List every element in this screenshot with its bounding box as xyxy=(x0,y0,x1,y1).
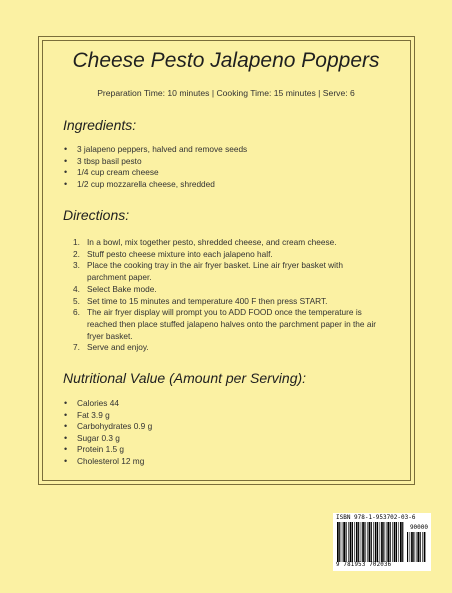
barcode-stripe xyxy=(354,522,355,562)
list-item: • Fat 3.9 g xyxy=(63,410,152,422)
list-item xyxy=(63,284,383,296)
recipe-meta: Preparation Time: 10 minutes | Cooking Time: 15 minutes | Serve: 6 xyxy=(97,88,355,98)
step-number: 1. xyxy=(73,237,80,247)
list-item: • 1/2 cup mozzarella cheese, shredded xyxy=(63,179,247,191)
barcode-stripe xyxy=(375,522,377,562)
ingredients-list xyxy=(63,144,247,190)
barcode-stripe xyxy=(398,522,399,562)
list-item: • 3 tbsp basil pesto xyxy=(63,156,247,168)
list-item xyxy=(63,296,383,308)
price-bars xyxy=(407,532,427,562)
recipe-title: Cheese Pesto Jalapeno Poppers xyxy=(72,49,380,72)
barcode-stripe xyxy=(380,522,381,562)
step-text: Select Bake mode. xyxy=(87,283,157,294)
barcode-number: 9 781953 702036 xyxy=(336,562,392,568)
barcode-stripe xyxy=(392,522,393,562)
list-item: • Carbohydrates 0.9 g xyxy=(63,421,152,433)
barcode xyxy=(333,513,431,571)
barcode-stripe xyxy=(383,522,384,562)
barcode-stripe xyxy=(358,522,359,562)
barcode-bars xyxy=(337,522,405,562)
step-number: 7. xyxy=(73,342,80,353)
step-text: Place the cooking tray in the air fryer basket. Line air fryer basket with parchment paper. xyxy=(87,260,343,283)
list-item xyxy=(63,307,383,342)
barcode-stripe xyxy=(420,532,421,562)
list-item: • 1/4 cup cream cheese xyxy=(63,167,247,179)
barcode-stripe xyxy=(373,522,374,562)
barcode-stripe xyxy=(424,532,426,562)
barcode-stripe xyxy=(416,532,417,562)
barcode-stripe xyxy=(377,522,378,562)
barcode-stripe xyxy=(352,522,353,562)
barcode-stripe xyxy=(422,532,423,562)
step-number: 3. xyxy=(73,260,80,271)
barcode-stripe xyxy=(407,532,408,562)
list-item xyxy=(63,342,383,354)
barcode-stripe xyxy=(337,522,339,562)
barcode-stripe xyxy=(371,522,372,562)
list-item xyxy=(63,249,383,261)
step-text: Stuff pesto cheese mixture into each jalapeno half. xyxy=(87,248,273,259)
directions-heading: Directions: xyxy=(63,207,130,223)
barcode-stripe xyxy=(410,532,411,562)
step-text: In a bowl, mix together pesto, shredded cheese, and cream cheese. xyxy=(87,237,337,247)
nutrition-list xyxy=(63,398,152,468)
barcode-stripe xyxy=(417,532,419,562)
list-item: • Sugar 0.3 g xyxy=(63,433,152,445)
barcode-stripe xyxy=(364,522,365,562)
barcode-stripe xyxy=(362,522,364,562)
list-item: • Cholesterol 12 mg xyxy=(63,456,152,468)
barcode-stripe xyxy=(411,532,413,562)
list-item: • Protein 1.5 g xyxy=(63,444,152,456)
nutrition-heading: Nutritional Value (Amount per Serving): xyxy=(63,370,307,386)
list-item xyxy=(63,237,383,249)
directions-list xyxy=(63,237,383,354)
step-number: 4. xyxy=(73,283,80,294)
barcode-stripe xyxy=(400,522,402,562)
barcode-stripe xyxy=(343,522,345,562)
barcode-stripe xyxy=(394,522,396,562)
barcode-stripe xyxy=(361,522,362,562)
barcode-stripe xyxy=(369,522,371,562)
step-text: Serve and enjoy. xyxy=(87,342,149,353)
isbn-text: ISBN 978-1-953702-03-6 xyxy=(336,514,416,521)
step-number: 5. xyxy=(73,295,80,306)
barcode-stripe xyxy=(339,522,340,562)
list-item: • Calories 44 xyxy=(63,398,152,410)
price-code: 90000 xyxy=(409,524,428,531)
barcode-stripe xyxy=(390,522,391,562)
barcode-stripe xyxy=(346,522,347,562)
step-text: Set time to 15 minutes and temperature 400 F then press START. xyxy=(87,295,328,306)
barcode-stripe xyxy=(350,522,352,562)
barcode-stripe xyxy=(367,522,368,562)
list-item xyxy=(63,260,383,283)
ingredients-heading: Ingredients: xyxy=(63,117,137,133)
step-number: 2. xyxy=(73,248,80,259)
barcode-stripe xyxy=(402,522,403,562)
barcode-stripe xyxy=(348,522,349,562)
barcode-stripe xyxy=(396,522,397,562)
barcode-stripe xyxy=(381,522,383,562)
barcode-stripe xyxy=(356,522,358,562)
step-number: 6. xyxy=(73,307,80,318)
barcode-stripe xyxy=(342,522,343,562)
barcode-stripe xyxy=(387,522,389,562)
step-text: The air fryer display will prompt you to ADD FOOD once the temperature is reached then place stuffed jalapeno halves onto the parchment paper in the air fryer basket. xyxy=(87,307,377,341)
list-item: • 3 jalapeno peppers, halved and remove seeds xyxy=(63,144,247,156)
barcode-stripe xyxy=(386,522,387,562)
barcode-stripe xyxy=(413,532,414,562)
